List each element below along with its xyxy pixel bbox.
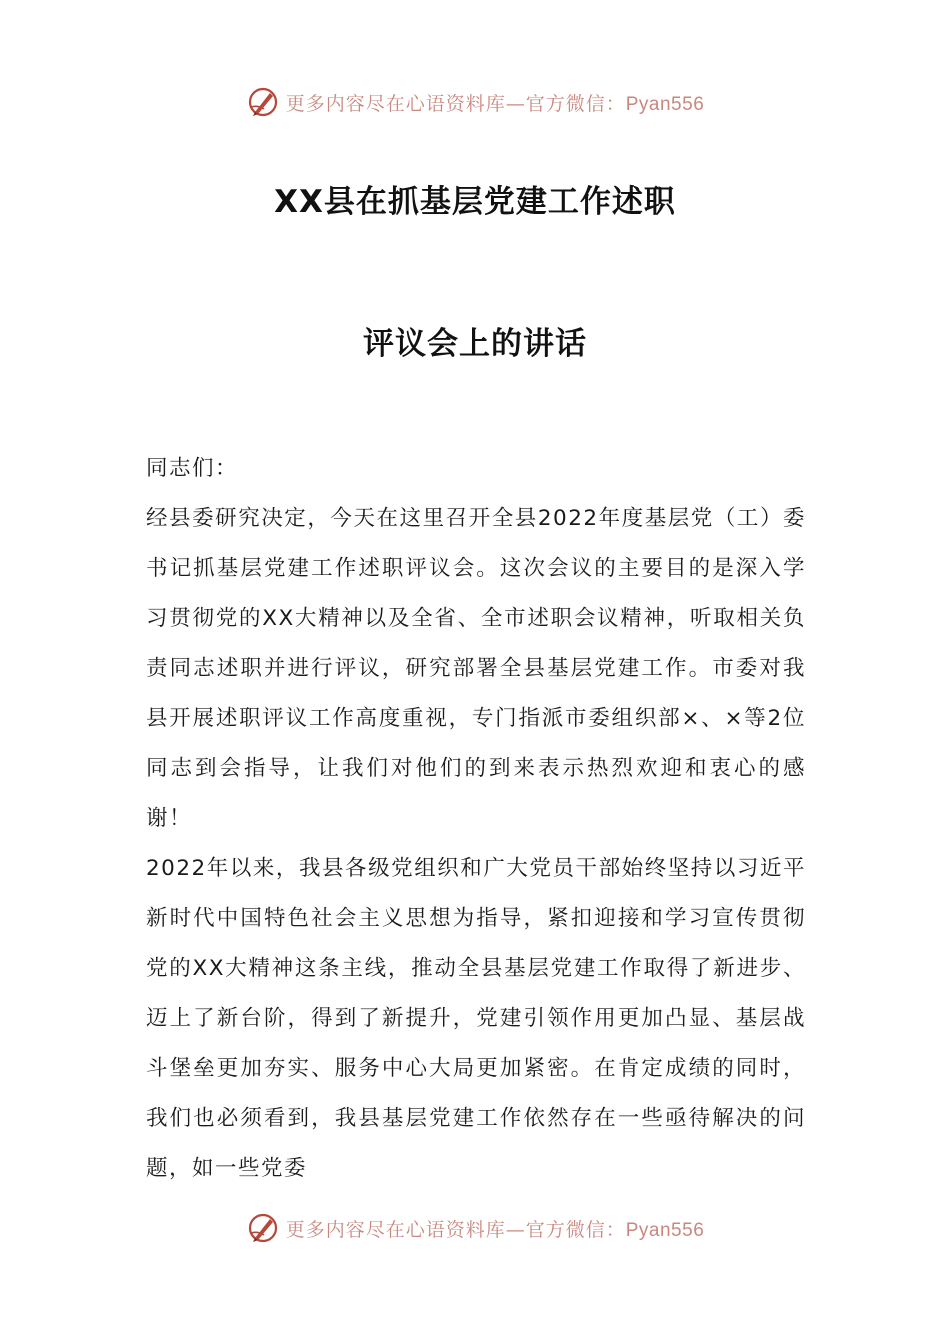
wechat-id: Pyan556 bbox=[625, 1219, 705, 1241]
pen-circle-logo-icon bbox=[246, 1211, 280, 1245]
watermark-banner-top bbox=[0, 82, 950, 122]
document-body bbox=[146, 444, 806, 1194]
wechat-id: Pyan556 bbox=[625, 93, 705, 115]
paragraph: 2022年以来，我县各级党组织和广大党员干部始终坚持以习近平新时代中国特色社会主义思想为指导，紧扣迎接和学习宣传贯彻党的XX大精神这条主线，推动全县基层党建工作取得了新进步、迈上了新台阶，得到了新提升，党建引领作用更加凸显、基层战斗堡垒更加夯实、服务中心大局更加紧密。在肯定成绩的同时，我们也必须看到，我县基层党建工作依然存在一些亟待解决的问题，如一些党委 bbox=[146, 856, 806, 1181]
document-title-line1: XX县在抓基层党建工作述职 bbox=[274, 184, 676, 220]
watermark-text: 更多内容尽在心语资料库—官方微信：Pyan556 bbox=[285, 1218, 705, 1241]
pen-circle-logo-icon bbox=[246, 85, 280, 119]
watermark-text: 更多内容尽在心语资料库—官方微信：Pyan556 bbox=[285, 92, 705, 115]
paragraph: 经县委研究决定，今天在这里召开全县2022年度基层党（工）委书记抓基层党建工作述职评议会。这次会议的主要目的是深入学习贯彻党的XX大精神以及全省、全市述职会议精神，听取相关负责同志述职并进行评议，研究部署全县基层党建工作。市委对我县开展述职评议工作高度重视，专门指派市委组织部×、×等2位同志到会指导，让我们对他们的到来表示热烈欢迎和衷心的感谢！ bbox=[146, 506, 806, 831]
watermark-banner-bottom bbox=[0, 1208, 950, 1248]
document-title-line2: 评议会上的讲话 bbox=[363, 326, 587, 362]
salutation: 同志们： bbox=[146, 456, 239, 481]
